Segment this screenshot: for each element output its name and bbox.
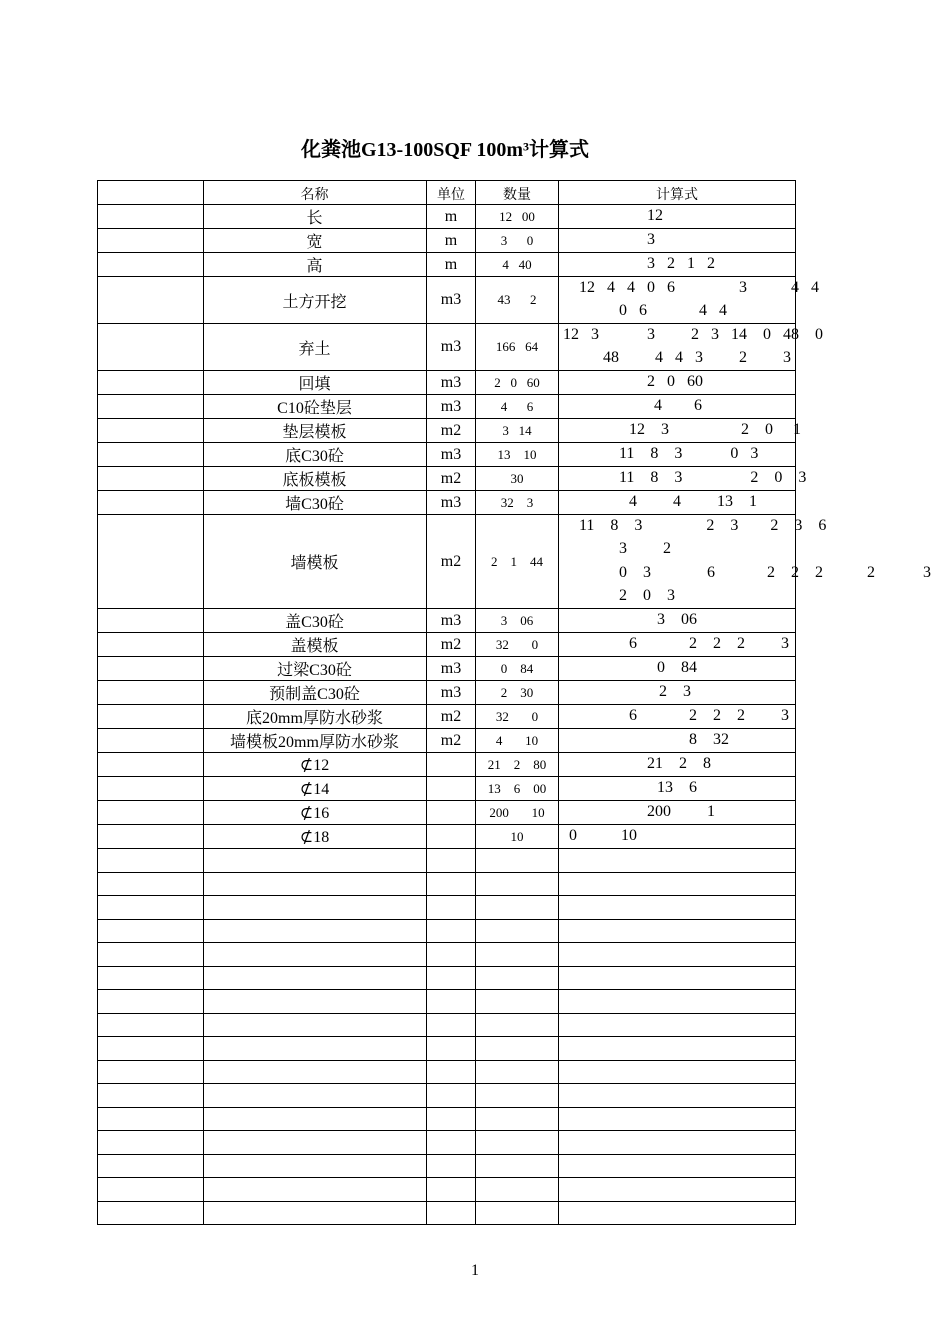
blank-cell (97, 657, 204, 680)
blank-cell (97, 729, 204, 752)
item-calc (559, 491, 796, 514)
empty-cell (559, 1155, 796, 1178)
item-qty: 32 0 (476, 705, 559, 728)
empty-cell (559, 1037, 796, 1060)
table-row (97, 253, 796, 277)
empty-table-row (97, 896, 796, 920)
empty-cell (559, 943, 796, 966)
empty-cell (559, 1178, 796, 1201)
item-qty: 2 0 60 (476, 371, 559, 394)
item-calc (559, 657, 796, 680)
empty-cell (97, 1202, 204, 1225)
item-unit: m2 (427, 633, 476, 656)
item-unit (427, 777, 476, 800)
empty-cell (476, 1037, 559, 1060)
item-qty: 10 (476, 825, 559, 848)
empty-cell (476, 849, 559, 872)
empty-table-row (97, 849, 796, 873)
item-unit: m2 (427, 419, 476, 442)
empty-cell (476, 943, 559, 966)
empty-cell (97, 943, 204, 966)
table-row (97, 277, 819, 324)
blank-cell (97, 825, 204, 848)
item-name: 回填 (203, 371, 427, 394)
empty-cell (559, 990, 796, 1013)
calc-line: 4 6 (654, 397, 702, 414)
empty-cell (97, 1061, 204, 1084)
empty-cell (97, 1155, 204, 1178)
table-row (97, 229, 796, 253)
item-calc (559, 253, 796, 276)
empty-cell (97, 1178, 204, 1201)
item-qty: 3 0 (476, 229, 559, 252)
empty-cell (476, 896, 559, 919)
table-row (97, 205, 796, 229)
item-name: 底20mm厚防水砂浆 (203, 705, 427, 728)
empty-cell (559, 849, 796, 872)
calc-line: 2 0 60 (647, 373, 703, 390)
item-calc (559, 277, 819, 323)
empty-cell (559, 896, 796, 919)
calc-line: 12 3 3 2 3 14 0 48 0 (563, 326, 823, 343)
table-row (97, 491, 796, 515)
empty-cell (427, 873, 476, 896)
item-qty: 30 (476, 467, 559, 490)
item-calc (559, 443, 796, 466)
item-name: 底C30砼 (203, 443, 427, 466)
table-row (97, 324, 823, 371)
header-blank-cell (97, 181, 204, 204)
empty-table-row (97, 1131, 796, 1155)
item-qty: 200 10 (476, 801, 559, 824)
blank-cell (97, 371, 204, 394)
item-calc (559, 395, 796, 418)
empty-cell (427, 943, 476, 966)
item-qty: 166 64 (476, 324, 559, 370)
empty-cell (203, 943, 427, 966)
empty-table-row (97, 967, 796, 991)
empty-cell (203, 1131, 427, 1154)
empty-cell (476, 1202, 559, 1225)
empty-cell (427, 1037, 476, 1060)
calc-line: 3 2 1 2 (647, 255, 715, 272)
calc-line: 0 3 6 2 2 2 2 3 (619, 563, 931, 581)
item-name: ⊄16 (203, 801, 427, 824)
empty-cell (203, 1108, 427, 1131)
calc-line: 48 4 4 3 2 3 (603, 349, 791, 366)
empty-cell (427, 1155, 476, 1178)
blank-cell (97, 205, 204, 228)
item-qty: 21 2 80 (476, 753, 559, 776)
table-row (97, 609, 796, 633)
empty-cell (476, 1061, 559, 1084)
item-qty: 32 0 (476, 633, 559, 656)
item-unit: m3 (427, 657, 476, 680)
table-row (97, 419, 801, 443)
item-unit: m3 (427, 371, 476, 394)
empty-cell (427, 1178, 476, 1201)
calc-line: 11 8 3 2 0 3 (619, 469, 807, 486)
empty-cell (559, 1014, 796, 1037)
empty-cell (203, 1202, 427, 1225)
item-qty: 2 1 44 (476, 515, 559, 608)
empty-cell (476, 1084, 559, 1107)
empty-cell (97, 849, 204, 872)
blank-cell (97, 395, 204, 418)
item-unit: m (427, 229, 476, 252)
item-calc (559, 729, 796, 752)
calc-line: 0 6 4 4 (619, 302, 727, 319)
item-calc (559, 777, 796, 800)
item-unit (427, 753, 476, 776)
empty-table-row (97, 943, 796, 967)
calc-line: 21 2 8 (647, 755, 711, 772)
calc-line: 11 8 3 2 3 2 3 6 (579, 517, 827, 535)
item-unit: m3 (427, 491, 476, 514)
empty-cell (97, 920, 204, 943)
calc-line: 4 4 13 1 (629, 493, 757, 510)
empty-cell (559, 873, 796, 896)
item-calc (559, 229, 796, 252)
item-qty: 3 14 (476, 419, 559, 442)
blank-cell (97, 467, 204, 490)
empty-cell (203, 967, 427, 990)
empty-cell (97, 990, 204, 1013)
empty-cell (476, 873, 559, 896)
item-calc (559, 419, 801, 442)
empty-table-row (97, 1108, 796, 1132)
empty-cell (559, 1131, 796, 1154)
blank-cell (97, 419, 204, 442)
calc-line: 12 (647, 207, 663, 224)
item-calc (559, 467, 807, 490)
table-row (97, 729, 796, 753)
table-row (97, 633, 796, 657)
blank-cell (97, 515, 204, 608)
item-unit: m2 (427, 705, 476, 728)
empty-cell (203, 1037, 427, 1060)
empty-cell (427, 1061, 476, 1084)
blank-cell (97, 443, 204, 466)
empty-cell (476, 1155, 559, 1178)
item-unit: m3 (427, 681, 476, 704)
empty-table-row (97, 1202, 796, 1226)
item-name: 高 (203, 253, 427, 276)
empty-cell (97, 1084, 204, 1107)
empty-cell (97, 873, 204, 896)
empty-table-row (97, 873, 796, 897)
empty-cell (203, 873, 427, 896)
empty-cell (559, 920, 796, 943)
empty-cell (476, 1131, 559, 1154)
item-unit: m2 (427, 467, 476, 490)
blank-cell (97, 705, 204, 728)
item-name: 墙模板20mm厚防水砂浆 (203, 729, 427, 752)
empty-cell (559, 1061, 796, 1084)
calc-line: 2 3 (659, 683, 691, 700)
table-row (97, 777, 796, 801)
item-calc (559, 371, 796, 394)
empty-cell (427, 1084, 476, 1107)
table-row (97, 753, 796, 777)
item-unit: m (427, 253, 476, 276)
empty-cell (476, 967, 559, 990)
item-unit: m2 (427, 729, 476, 752)
table-row (97, 515, 931, 609)
table-row (97, 801, 796, 825)
empty-cell (427, 1131, 476, 1154)
item-name: 底板模板 (203, 467, 427, 490)
empty-cell (476, 1178, 559, 1201)
page-number: 1 (471, 1262, 479, 1279)
empty-cell (559, 1084, 796, 1107)
item-calc (559, 609, 796, 632)
item-name: 土方开挖 (203, 277, 427, 323)
calc-line: 11 8 3 0 3 (619, 445, 759, 462)
item-name: 墙C30砼 (203, 491, 427, 514)
empty-table-row (97, 990, 796, 1014)
header-name: 名称 (203, 181, 427, 204)
item-unit (427, 825, 476, 848)
item-name: ⊄12 (203, 753, 427, 776)
empty-cell (427, 990, 476, 1013)
blank-cell (97, 491, 204, 514)
item-calc (559, 825, 796, 848)
item-calc (559, 515, 931, 608)
table-row (97, 681, 796, 705)
item-qty: 4 10 (476, 729, 559, 752)
blank-cell (97, 777, 204, 800)
empty-table-row (97, 920, 796, 944)
blank-cell (97, 324, 204, 370)
item-qty: 32 3 (476, 491, 559, 514)
table-row (97, 395, 796, 419)
empty-cell (427, 896, 476, 919)
item-qty: 4 6 (476, 395, 559, 418)
calculation-table (97, 180, 931, 1225)
calc-line: 3 (647, 231, 655, 248)
empty-cell (203, 1061, 427, 1084)
empty-cell (427, 920, 476, 943)
item-unit: m3 (427, 324, 476, 370)
empty-cell (203, 990, 427, 1013)
empty-cell (476, 1014, 559, 1037)
empty-cell (97, 1108, 204, 1131)
table-row (97, 825, 796, 849)
item-name: 预制盖C30砼 (203, 681, 427, 704)
header-unit: 单位 (427, 181, 476, 204)
item-calc (559, 705, 796, 728)
empty-cell (559, 1202, 796, 1225)
empty-cell (203, 849, 427, 872)
item-calc (559, 633, 796, 656)
empty-cell (97, 1037, 204, 1060)
blank-cell (97, 681, 204, 704)
page-title: 化粪池G13-100SQF 100m³计算式 (300, 139, 590, 161)
empty-cell (203, 896, 427, 919)
calc-line: 0 10 (569, 827, 637, 844)
item-qty: 4 40 (476, 253, 559, 276)
blank-cell (97, 801, 204, 824)
table-row (97, 443, 796, 467)
calc-line: 0 84 (657, 659, 697, 676)
empty-cell (203, 1084, 427, 1107)
empty-cell (427, 967, 476, 990)
item-qty: 43 2 (476, 277, 559, 323)
empty-cell (427, 1014, 476, 1037)
empty-cell (476, 990, 559, 1013)
empty-cell (97, 896, 204, 919)
empty-table-row (97, 1061, 796, 1085)
calc-line: 8 32 (689, 731, 729, 748)
blank-cell (97, 753, 204, 776)
item-name: 宽 (203, 229, 427, 252)
item-unit: m2 (427, 515, 476, 608)
item-name: 弃土 (203, 324, 427, 370)
item-calc (559, 801, 796, 824)
calc-line: 13 6 (657, 779, 697, 796)
blank-cell (97, 609, 204, 632)
table-header-row (97, 180, 796, 205)
empty-cell (203, 1178, 427, 1201)
table-row (97, 657, 796, 681)
item-unit: m (427, 205, 476, 228)
empty-table-row (97, 1178, 796, 1202)
empty-table-row (97, 1014, 796, 1038)
empty-table-row (97, 1084, 796, 1108)
empty-table-row (97, 1155, 796, 1179)
empty-cell (559, 1108, 796, 1131)
empty-cell (476, 1108, 559, 1131)
item-qty: 3 06 (476, 609, 559, 632)
calc-line: 2 0 3 (619, 586, 675, 604)
empty-cell (427, 1202, 476, 1225)
item-qty: 13 10 (476, 443, 559, 466)
item-calc (559, 681, 796, 704)
item-calc (559, 324, 823, 370)
item-qty: 12 00 (476, 205, 559, 228)
calc-line: 3 06 (657, 611, 697, 628)
table-row (97, 705, 796, 729)
item-unit: m3 (427, 277, 476, 323)
item-name: ⊄18 (203, 825, 427, 848)
item-name: 垫层模板 (203, 419, 427, 442)
item-unit (427, 801, 476, 824)
calc-line: 12 3 2 0 1 (629, 421, 801, 438)
table-row (97, 467, 807, 491)
blank-cell (97, 277, 204, 323)
item-unit: m3 (427, 443, 476, 466)
item-name: C10砼垫层 (203, 395, 427, 418)
calc-line: 200 1 (647, 803, 715, 820)
item-calc (559, 753, 796, 776)
empty-cell (559, 967, 796, 990)
table-row (97, 371, 796, 395)
item-name: 盖模板 (203, 633, 427, 656)
empty-cell (97, 1014, 204, 1037)
item-unit: m3 (427, 395, 476, 418)
blank-cell (97, 229, 204, 252)
empty-table-row (97, 1037, 796, 1061)
item-unit: m3 (427, 609, 476, 632)
calc-line: 12 4 4 0 6 3 4 4 (579, 279, 819, 296)
calc-line: 3 2 (619, 540, 671, 558)
empty-cell (427, 1108, 476, 1131)
header-qty: 数量 (476, 181, 559, 204)
item-name: 盖C30砼 (203, 609, 427, 632)
item-qty: 0 84 (476, 657, 559, 680)
empty-cell (203, 920, 427, 943)
item-name: ⊄14 (203, 777, 427, 800)
item-name: 过梁C30砼 (203, 657, 427, 680)
item-calc (559, 205, 796, 228)
empty-cell (476, 920, 559, 943)
item-name: 墙模板 (203, 515, 427, 608)
calc-line: 6 2 2 2 3 (629, 635, 789, 652)
item-name: 长 (203, 205, 427, 228)
item-qty: 2 30 (476, 681, 559, 704)
calc-line: 6 2 2 2 3 (629, 707, 789, 724)
empty-cell (97, 1131, 204, 1154)
empty-cell (203, 1014, 427, 1037)
item-qty: 13 6 00 (476, 777, 559, 800)
empty-cell (427, 849, 476, 872)
empty-cell (203, 1155, 427, 1178)
blank-cell (97, 253, 204, 276)
header-calc: 计算式 (559, 181, 796, 204)
empty-cell (97, 967, 204, 990)
blank-cell (97, 633, 204, 656)
